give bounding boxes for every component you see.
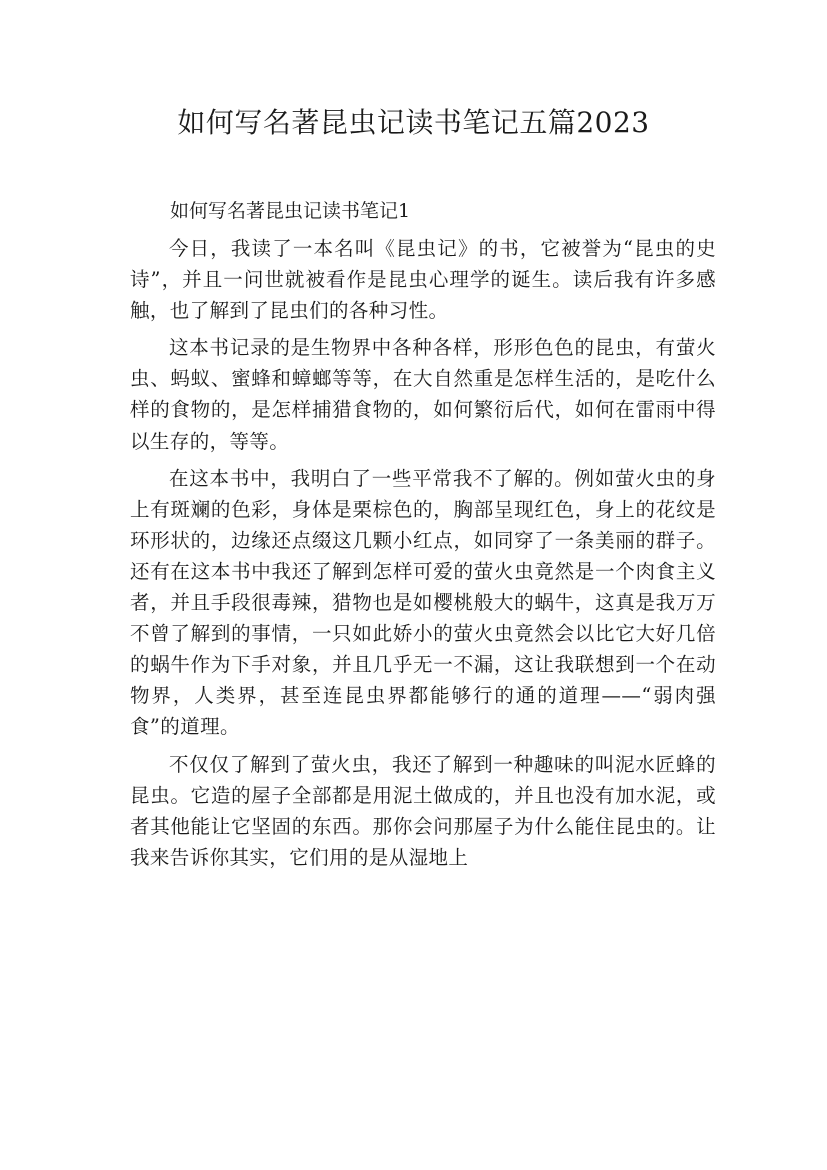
paragraph-3: 在这本书中，我明白了一些平常我不了解的。例如萤火虫的身上有斑斓的色彩，身体是栗棕色的，胸部呈现红色，身上的花纹是环形状的，边缘还点缀这几颗小红点，如同穿了一条美丽的群子。还有在这本书中我还了解到怎样可爱的萤火虫竟然是一个肉食主义者，并且手段很毒辣，猎物也是如樱桃般大的蜗牛，这真是我万万不曾了解到的事情，一只如此娇小的萤火虫竟然会以比它大好几倍的蜗牛作为下手对象，并且几乎无一不漏，这让我联想到一个在动物界，人类界，甚至连昆虫界都能够行的通的道理——“弱肉强食”的道理。 bbox=[130, 466, 716, 739]
paragraph-1: 今日，我读了一本名叫《昆虫记》的书，它被誉为“昆虫的史诗”，并且一问世就被看作是昆虫心理学的诞生。读后我有许多感触，也了解到了昆虫们的各种习性。 bbox=[130, 237, 716, 323]
document-title: 如何写名著昆虫记读书笔记五篇2023 bbox=[177, 106, 650, 139]
section-heading: 如何写名著昆虫记读书笔记1 bbox=[170, 200, 411, 222]
paragraph-4: 不仅仅了解到了萤火虫，我还了解到一种趣味的叫泥水匠蜂的昆虫。它造的屋子全部都是用泥土做成的，并且也没有加水泥，或者其他能让它坚固的东西。那你会问那屋子为什么能住昆虫的。让我来告诉你其实，它们用的是从湿地上 bbox=[130, 752, 716, 869]
document-body bbox=[130, 196, 716, 873]
paragraph-2: 这本书记录的是生物界中各种各样，形形色色的昆虫，有萤火虫、蚂蚁、蜜蜂和蟑螂等等，在大自然重是怎样生活的，是吃什么样的食物的，是怎样捕猎食物的，如何繁衍后代，如何在雷雨中得以生存的，等等。 bbox=[130, 336, 716, 453]
